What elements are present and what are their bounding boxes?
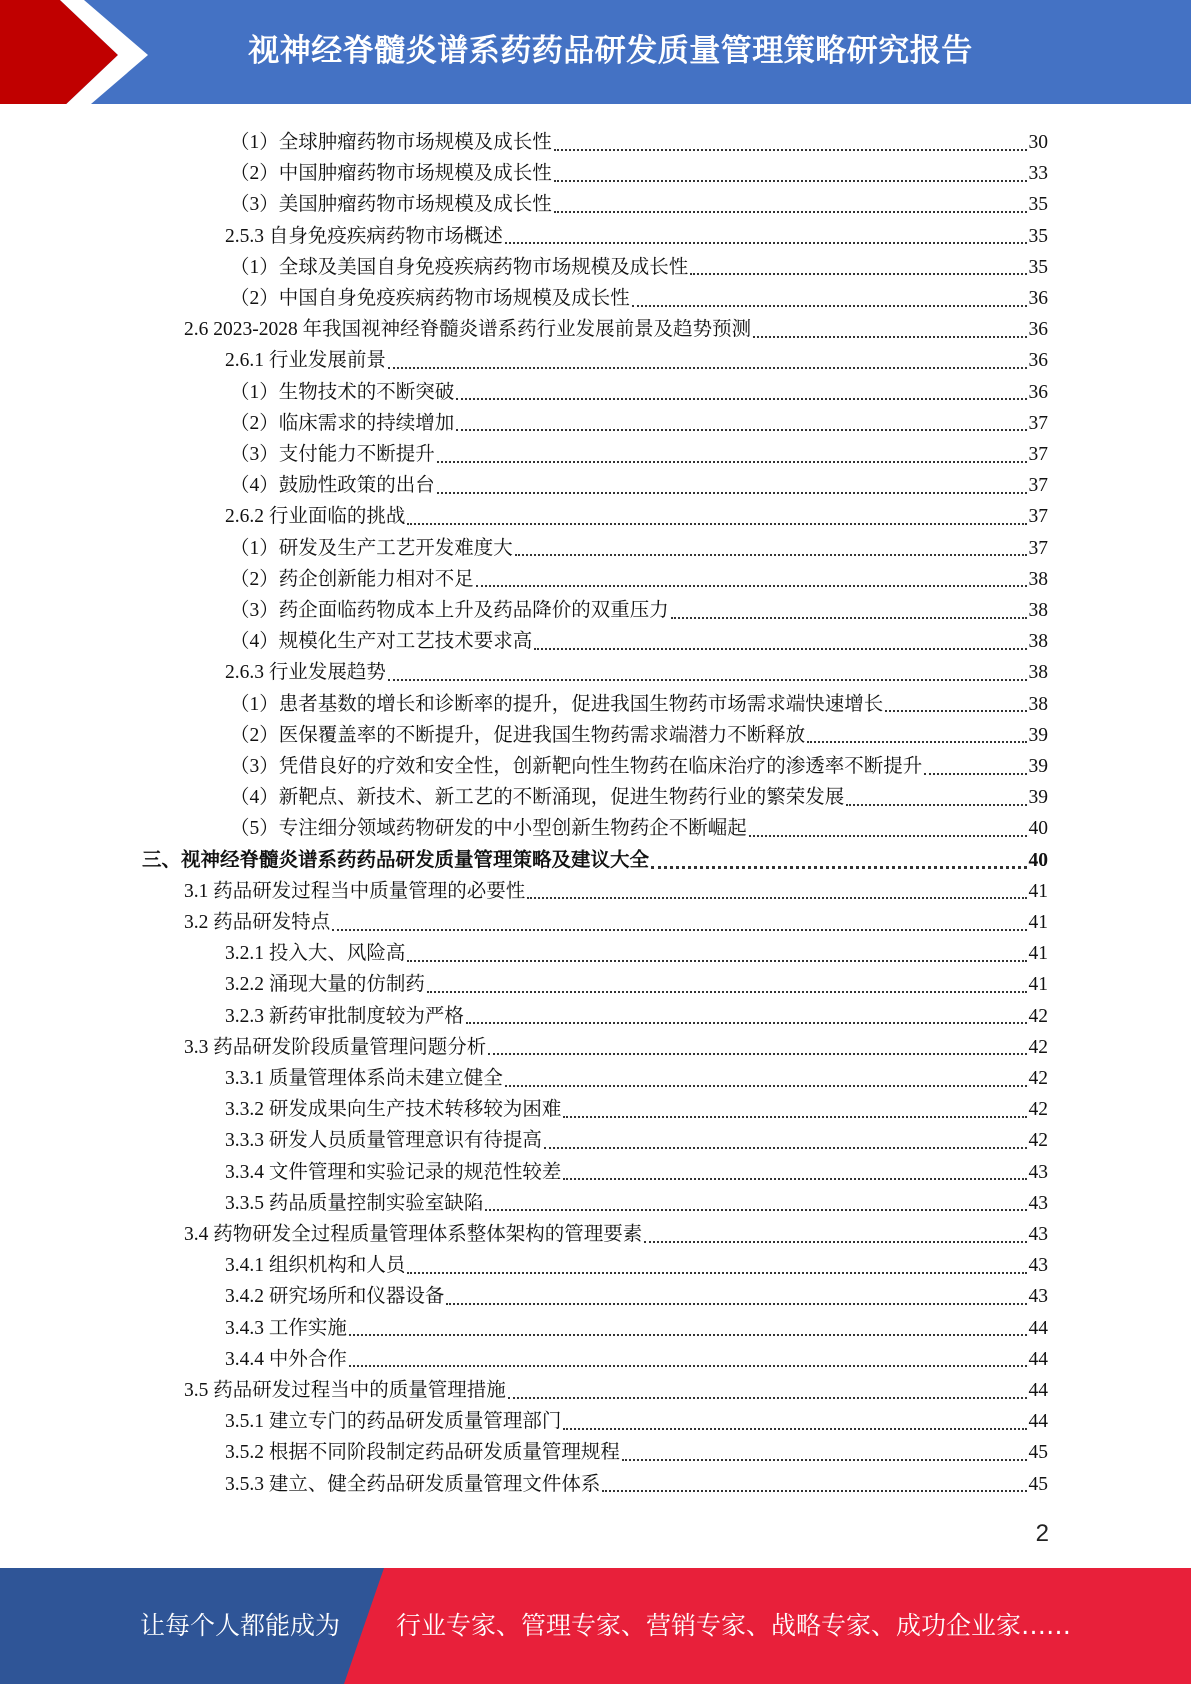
page-number: 2 <box>1035 1520 1049 1547</box>
toc-leader-dots <box>602 1490 1026 1492</box>
toc-entry-page: 41 <box>1028 974 1048 996</box>
toc-entry-page: 36 <box>1028 288 1048 309</box>
toc-entry[interactable] <box>230 470 1048 501</box>
toc-entry[interactable] <box>230 782 1048 813</box>
toc-leader-dots <box>753 336 1026 338</box>
toc-leader-dots <box>407 960 1026 962</box>
toc-entry-label: 2.6.1 行业发展前景 <box>225 350 386 372</box>
toc-entry-page: 44 <box>1028 1348 1048 1370</box>
toc-entry[interactable] <box>225 1094 1048 1125</box>
toc-entry-label: 3.5.1 建立专门的药品研发质量管理部门 <box>225 1411 562 1433</box>
toc-entry-label: 2.6 2023-2028 年我国视神经脊髓炎谱系药行业发展前景及趋势预测 <box>184 319 752 341</box>
toc-entry-label: （1）全球肿瘤药物市场规模及成长性 <box>230 132 552 153</box>
toc-entry-label: （5）专注细分领域药物研发的中小型创新生物药企不断崛起 <box>230 818 747 840</box>
toc-entry-label: 3.2 药品研发特点 <box>184 912 331 933</box>
toc-entry-page: 40 <box>1028 818 1048 840</box>
toc-entry[interactable] <box>225 1469 1048 1500</box>
toc-leader-dots <box>437 492 1027 494</box>
toc-entry-page: 42 <box>1028 1005 1048 1027</box>
toc-entry-page: 37 <box>1028 412 1048 434</box>
toc-entry-page: 37 <box>1028 444 1048 465</box>
toc-entry[interactable] <box>184 1375 1048 1406</box>
toc-entry-page: 38 <box>1028 693 1048 715</box>
toc-leader-dots <box>456 429 1026 431</box>
toc-entry[interactable] <box>225 657 1048 688</box>
toc-leader-dots <box>407 1272 1026 1274</box>
toc-entry-label: 3.3.4 文件管理和实验记录的规范性较差 <box>225 1161 562 1183</box>
toc-leader-dots <box>485 1209 1026 1211</box>
toc-entry-page: 45 <box>1028 1442 1048 1464</box>
toc-entry[interactable] <box>230 533 1048 564</box>
toc-leader-dots <box>505 1085 1027 1087</box>
toc-entry-label: 3.1 药品研发过程当中质量管理的必要性 <box>184 880 526 902</box>
toc-leader-dots <box>554 149 1027 151</box>
toc-entry[interactable] <box>225 345 1048 376</box>
toc-entry-label: 3.4.3 工作实施 <box>225 1317 347 1339</box>
toc-entry-label: 3.4.4 中外合作 <box>225 1348 347 1370</box>
toc-leader-dots <box>508 1397 1027 1399</box>
toc-entry[interactable] <box>230 252 1048 283</box>
toc-entry[interactable] <box>225 1001 1048 1032</box>
toc-entry[interactable] <box>225 221 1048 252</box>
toc-leader-dots <box>476 585 1027 587</box>
toc-entry-label: 3.2.3 新药审批制度较为严格 <box>225 1005 464 1027</box>
toc-entry-label: （1）全球及美国自身免疫疾病药物市场规模及成长性 <box>230 256 689 278</box>
toc-entry[interactable] <box>230 283 1048 314</box>
toc-entry-label: （3）支付能力不断提升 <box>230 444 435 465</box>
toc-leader-dots <box>534 648 1026 650</box>
toc-entry[interactable] <box>184 907 1048 938</box>
toc-leader-dots <box>437 461 1027 463</box>
toc-entry-label: 3.2.2 涌现大量的仿制药 <box>225 974 425 996</box>
toc-leader-dots <box>622 1459 1027 1461</box>
toc-entry-page: 44 <box>1028 1380 1048 1401</box>
toc-entry[interactable] <box>230 564 1048 595</box>
toc-entry-label: 3.2.1 投入大、风险高 <box>225 943 406 965</box>
toc-leader-dots <box>563 1116 1026 1118</box>
toc-entry-page: 39 <box>1028 724 1048 746</box>
toc-leader-dots <box>846 804 1026 806</box>
toc-entry-page: 43 <box>1028 1161 1048 1183</box>
toc-entry-page: 35 <box>1028 225 1048 247</box>
page-footer <box>0 1568 1191 1684</box>
report-title: 视神经脊髓炎谱系药药品研发质量管理策略研究报告 <box>248 33 973 69</box>
toc-leader-dots <box>332 929 1026 931</box>
toc-entry-label: 3.3.2 研发成果向生产技术转移较为困难 <box>225 1099 562 1121</box>
toc-leader-dots <box>349 1365 1027 1367</box>
toc-entry-page: 41 <box>1028 943 1048 965</box>
toc-leader-dots <box>466 1022 1027 1024</box>
toc-entry[interactable] <box>184 1219 1048 1250</box>
toc-entry-label: 3.5.2 根据不同阶段制定药品研发质量管理规程 <box>225 1442 620 1464</box>
toc-entry[interactable] <box>225 1063 1048 1094</box>
toc-entry-label: 3.3.3 研发人员质量管理意识有待提高 <box>225 1130 542 1152</box>
toc-entry[interactable] <box>230 689 1048 720</box>
toc-entry-page: 37 <box>1028 537 1048 559</box>
toc-entry[interactable] <box>225 938 1048 969</box>
toc-entry-label: （2）药企创新能力相对不足 <box>230 568 474 590</box>
toc-leader-dots <box>554 211 1027 213</box>
toc-leader-dots <box>690 273 1026 275</box>
toc-entry-page: 42 <box>1028 1099 1048 1121</box>
toc-entry[interactable] <box>184 314 1048 345</box>
toc-entry[interactable] <box>225 1188 1048 1219</box>
toc-entry-label: 3.5.3 建立、健全药品研发质量管理文件体系 <box>225 1473 601 1495</box>
toc-entry-label: （4）新靶点、新技术、新工艺的不断涌现，促进生物药行业的繁荣发展 <box>230 787 845 809</box>
toc-entry-page: 36 <box>1028 350 1048 372</box>
toc-entry-label: （4）鼓励性政策的出台 <box>230 475 435 497</box>
toc-entry-label: （2）中国自身免疫疾病药物市场规模及成长性 <box>230 288 630 309</box>
toc-entry-label: 3.3 药品研发阶段质量管理问题分析 <box>184 1036 487 1058</box>
footer-slogan-left: 让每个人都能成为 <box>140 1611 341 1640</box>
toc-leader-dots <box>563 1428 1026 1430</box>
toc-entry[interactable] <box>225 1313 1048 1344</box>
toc-entry-page: 44 <box>1028 1317 1048 1339</box>
toc-entry-label: 3.3.5 药品质量控制实验室缺陷 <box>225 1192 484 1214</box>
toc-leader-dots <box>488 1053 1026 1055</box>
toc-entry-label: （2）临床需求的持续增加 <box>230 412 455 434</box>
toc-entry-page: 42 <box>1028 1130 1048 1152</box>
toc-entry-label: 2.5.3 自身免疫疾病药物市场概述 <box>225 225 503 247</box>
toc-entry[interactable] <box>184 876 1048 907</box>
toc-entry-page: 37 <box>1028 475 1048 497</box>
toc-entry-page: 41 <box>1028 880 1048 902</box>
toc-entry-page: 37 <box>1028 506 1048 528</box>
toc-entry-page: 45 <box>1028 1473 1048 1495</box>
toc-entry[interactable] <box>225 969 1048 1000</box>
toc-entry-label: 2.6.2 行业面临的挑战 <box>225 506 406 528</box>
toc-leader-dots <box>807 741 1026 743</box>
toc-entry-label: （1）研发及生产工艺开发难度大 <box>230 537 513 559</box>
toc-entry[interactable] <box>225 1406 1048 1437</box>
toc-entry-page: 36 <box>1028 381 1048 403</box>
toc-entry[interactable] <box>225 501 1048 532</box>
toc-entry-page: 36 <box>1028 319 1048 341</box>
toc-entry-page: 43 <box>1028 1192 1048 1214</box>
toc-entry-label: 3.4.1 组织机构和人员 <box>225 1255 406 1277</box>
toc-leader-dots <box>924 773 1026 775</box>
toc-leader-dots <box>554 180 1027 182</box>
toc-entry[interactable] <box>225 1125 1048 1156</box>
toc-entry-label: 2.6.3 行业发展趋势 <box>225 662 386 684</box>
toc-leader-dots <box>407 523 1026 525</box>
toc-entry-page: 33 <box>1028 163 1048 185</box>
toc-entry-label: 3.5 药品研发过程当中的质量管理措施 <box>184 1380 506 1401</box>
toc-entry-page: 43 <box>1028 1255 1048 1277</box>
toc-leader-dots <box>749 835 1027 837</box>
toc-entry-label: （2）医保覆盖率的不断提升，促进我国生物药需求端潜力不断释放 <box>230 724 806 746</box>
toc-leader-dots <box>885 710 1026 712</box>
toc-entry[interactable] <box>230 595 1048 626</box>
toc-entry-label: （3）凭借良好的疗效和安全性，创新靶向性生物药在临床治疗的渗透率不断提升 <box>230 756 923 777</box>
toc-entry[interactable] <box>142 845 1048 876</box>
toc-entry-page: 39 <box>1028 756 1048 777</box>
toc-leader-dots <box>456 398 1026 400</box>
toc-entry-page: 44 <box>1028 1411 1048 1433</box>
toc-entry-label: （2）中国肿瘤药物市场规模及成长性 <box>230 163 552 185</box>
toc-entry-label: （4）规模化生产对工艺技术要求高 <box>230 631 533 653</box>
toc-entry-page: 38 <box>1028 631 1048 653</box>
toc-entry[interactable] <box>230 439 1048 470</box>
toc-entry-page: 38 <box>1028 600 1048 621</box>
toc-entry[interactable] <box>230 751 1048 782</box>
toc-entry[interactable] <box>230 127 1048 158</box>
toc-leader-dots <box>527 897 1026 899</box>
toc-leader-dots <box>388 679 1027 681</box>
toc-entry-page: 38 <box>1028 662 1048 684</box>
toc-leader-dots <box>651 866 1026 869</box>
page-header <box>0 0 1191 110</box>
toc-leader-dots <box>544 1147 1027 1149</box>
toc-entry-page: 35 <box>1028 194 1048 216</box>
toc-entry-page: 40 <box>1028 849 1048 871</box>
toc-entry-label: （1）患者基数的增长和诊断率的提升，促进我国生物药市场需求端快速增长 <box>230 693 884 715</box>
toc-entry-page: 35 <box>1028 256 1048 278</box>
toc-entry[interactable] <box>225 1344 1048 1375</box>
toc-entry-label: （1）生物技术的不断突破 <box>230 381 455 403</box>
toc-leader-dots <box>427 991 1027 993</box>
toc-leader-dots <box>388 367 1027 369</box>
toc-leader-dots <box>632 305 1027 307</box>
toc-entry-page: 38 <box>1028 568 1048 590</box>
toc-entry[interactable] <box>225 1157 1048 1188</box>
toc-entry[interactable] <box>225 1437 1048 1468</box>
toc-entry-label: 3.4.2 研究场所和仪器设备 <box>225 1286 445 1308</box>
toc-leader-dots <box>644 1241 1026 1243</box>
toc-leader-dots <box>505 242 1027 244</box>
toc-entry-label: （3）药企面临药物成本上升及药品降价的双重压力 <box>230 600 669 621</box>
toc-entry-page: 42 <box>1028 1068 1048 1089</box>
toc-leader-dots <box>515 554 1027 556</box>
toc-entry[interactable] <box>225 1281 1048 1312</box>
toc-entry-page: 43 <box>1028 1286 1048 1308</box>
toc-entry-label: （3）美国肿瘤药物市场规模及成长性 <box>230 194 552 216</box>
toc-entry[interactable] <box>230 377 1048 408</box>
toc-entry-page: 42 <box>1028 1036 1048 1058</box>
toc-leader-dots <box>349 1334 1027 1336</box>
toc-entry-label: 3.3.1 质量管理体系尚未建立健全 <box>225 1068 503 1089</box>
toc-entry[interactable] <box>230 408 1048 439</box>
toc-entry[interactable] <box>230 626 1048 657</box>
toc-entry[interactable] <box>225 1250 1048 1281</box>
toc-entry[interactable] <box>230 158 1048 189</box>
footer-slogan-right: 行业专家、管理专家、营销专家、战略专家、成功企业家…… <box>396 1611 1072 1640</box>
toc-entry-page: 30 <box>1028 132 1048 153</box>
toc-entry-page: 41 <box>1028 912 1048 933</box>
toc-entry-page: 39 <box>1028 787 1048 809</box>
toc-leader-dots <box>446 1303 1026 1305</box>
toc-entry[interactable] <box>230 813 1048 844</box>
toc-entry[interactable] <box>230 720 1048 751</box>
toc-entry-page: 43 <box>1028 1224 1048 1245</box>
toc-leader-dots <box>563 1178 1026 1180</box>
toc-leader-dots <box>671 617 1027 619</box>
toc-entry-label: 3.4 药物研发全过程质量管理体系整体架构的管理要素 <box>184 1224 643 1245</box>
toc-entry-label: 三、视神经脊髓炎谱系药药品研发质量管理策略及建议大全 <box>142 849 650 871</box>
toc-entry[interactable] <box>184 1032 1048 1063</box>
toc-entry[interactable] <box>230 189 1048 220</box>
